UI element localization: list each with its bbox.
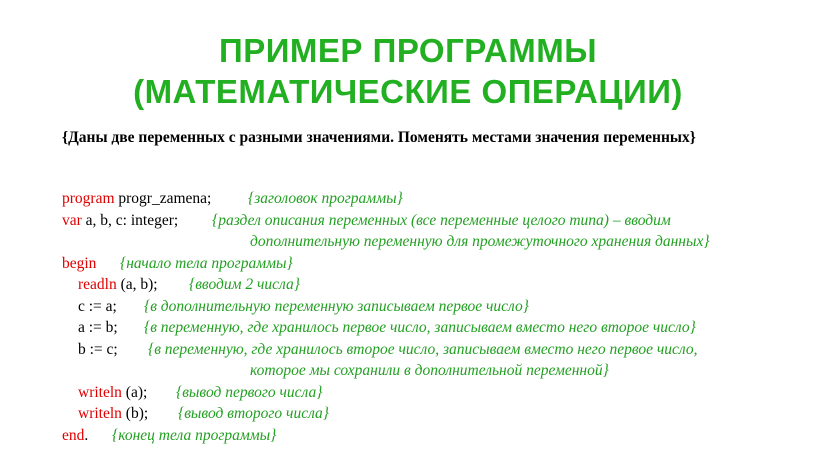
program-name: progr_zamena; [114, 190, 212, 207]
slide-title [0, 30, 816, 112]
code-line-assign-b-comment-cont [62, 360, 762, 382]
assign-c-statement: c := a; [78, 297, 117, 315]
comment-var-section: {раздел описания переменных (все переменные целого типа) – вводим [212, 211, 671, 229]
keyword-program: program [62, 190, 115, 207]
var-declaration: a, b, c: integer; [81, 211, 179, 229]
comment-begin: {начало тела программы} [120, 254, 293, 272]
comment-assign-a: {в переменную, где хранилось первое число, записываем вместо него второе число} [144, 319, 696, 336]
assign-a-statement: a := b; [78, 319, 118, 336]
task-description: {Даны две переменных с разными значениями. Поменять местами значения переменных} [62, 129, 696, 146]
keyword-writeln-b: writeln [78, 405, 122, 422]
readln-args: (a, b); [116, 276, 158, 293]
keyword-begin: begin [62, 254, 97, 272]
code-line-assign-a [62, 317, 762, 339]
code-line-program [62, 188, 762, 210]
keyword-var: var [62, 211, 82, 229]
code-line-var-comment-cont [62, 231, 762, 253]
keyword-writeln-a: writeln [78, 383, 122, 401]
code-line-var [62, 210, 762, 232]
slide-title-line-2: (МАТЕМАТИЧЕСКИЕ ОПЕРАЦИИ) [133, 73, 683, 110]
comment-writeln-b: {вывод второго числа} [178, 405, 329, 422]
comment-writeln-a: {вывод первого числа} [176, 383, 323, 401]
comment-var-section-continued: дополнительную переменную для промежуточного хранения данных} [250, 233, 710, 250]
keyword-readln: readln [78, 276, 117, 293]
code-line-readln [62, 274, 762, 296]
code-listing [62, 188, 762, 446]
code-line-assign-b [62, 339, 762, 361]
assign-b-statement: b := c; [78, 340, 118, 358]
code-line-end [62, 425, 762, 447]
code-line-writeln-a [62, 382, 762, 404]
comment-assign-b: {в переменную, где хранилось второе число, записываем вместо него первое число, [148, 340, 698, 358]
code-line-assign-c [62, 296, 762, 318]
writeln-a-args: (a); [121, 383, 148, 401]
code-line-writeln-b [62, 403, 762, 425]
end-dot: . [84, 426, 89, 444]
comment-end: {конец тела программы} [112, 426, 277, 444]
comment-assign-c: {в дополнительную переменную записываем первое число} [144, 297, 529, 315]
code-line-begin [62, 253, 762, 275]
comment-program-header: {заголовок программы} [248, 190, 403, 207]
comment-assign-b-continued: которое мы сохранили в дополнительной переменной} [250, 362, 609, 379]
writeln-b-args: (b); [121, 405, 149, 422]
slide-title-line-1: ПРИМЕР ПРОГРАММЫ [218, 32, 598, 69]
comment-readln: {вводим 2 числа} [189, 276, 300, 293]
keyword-end: end [62, 426, 85, 444]
